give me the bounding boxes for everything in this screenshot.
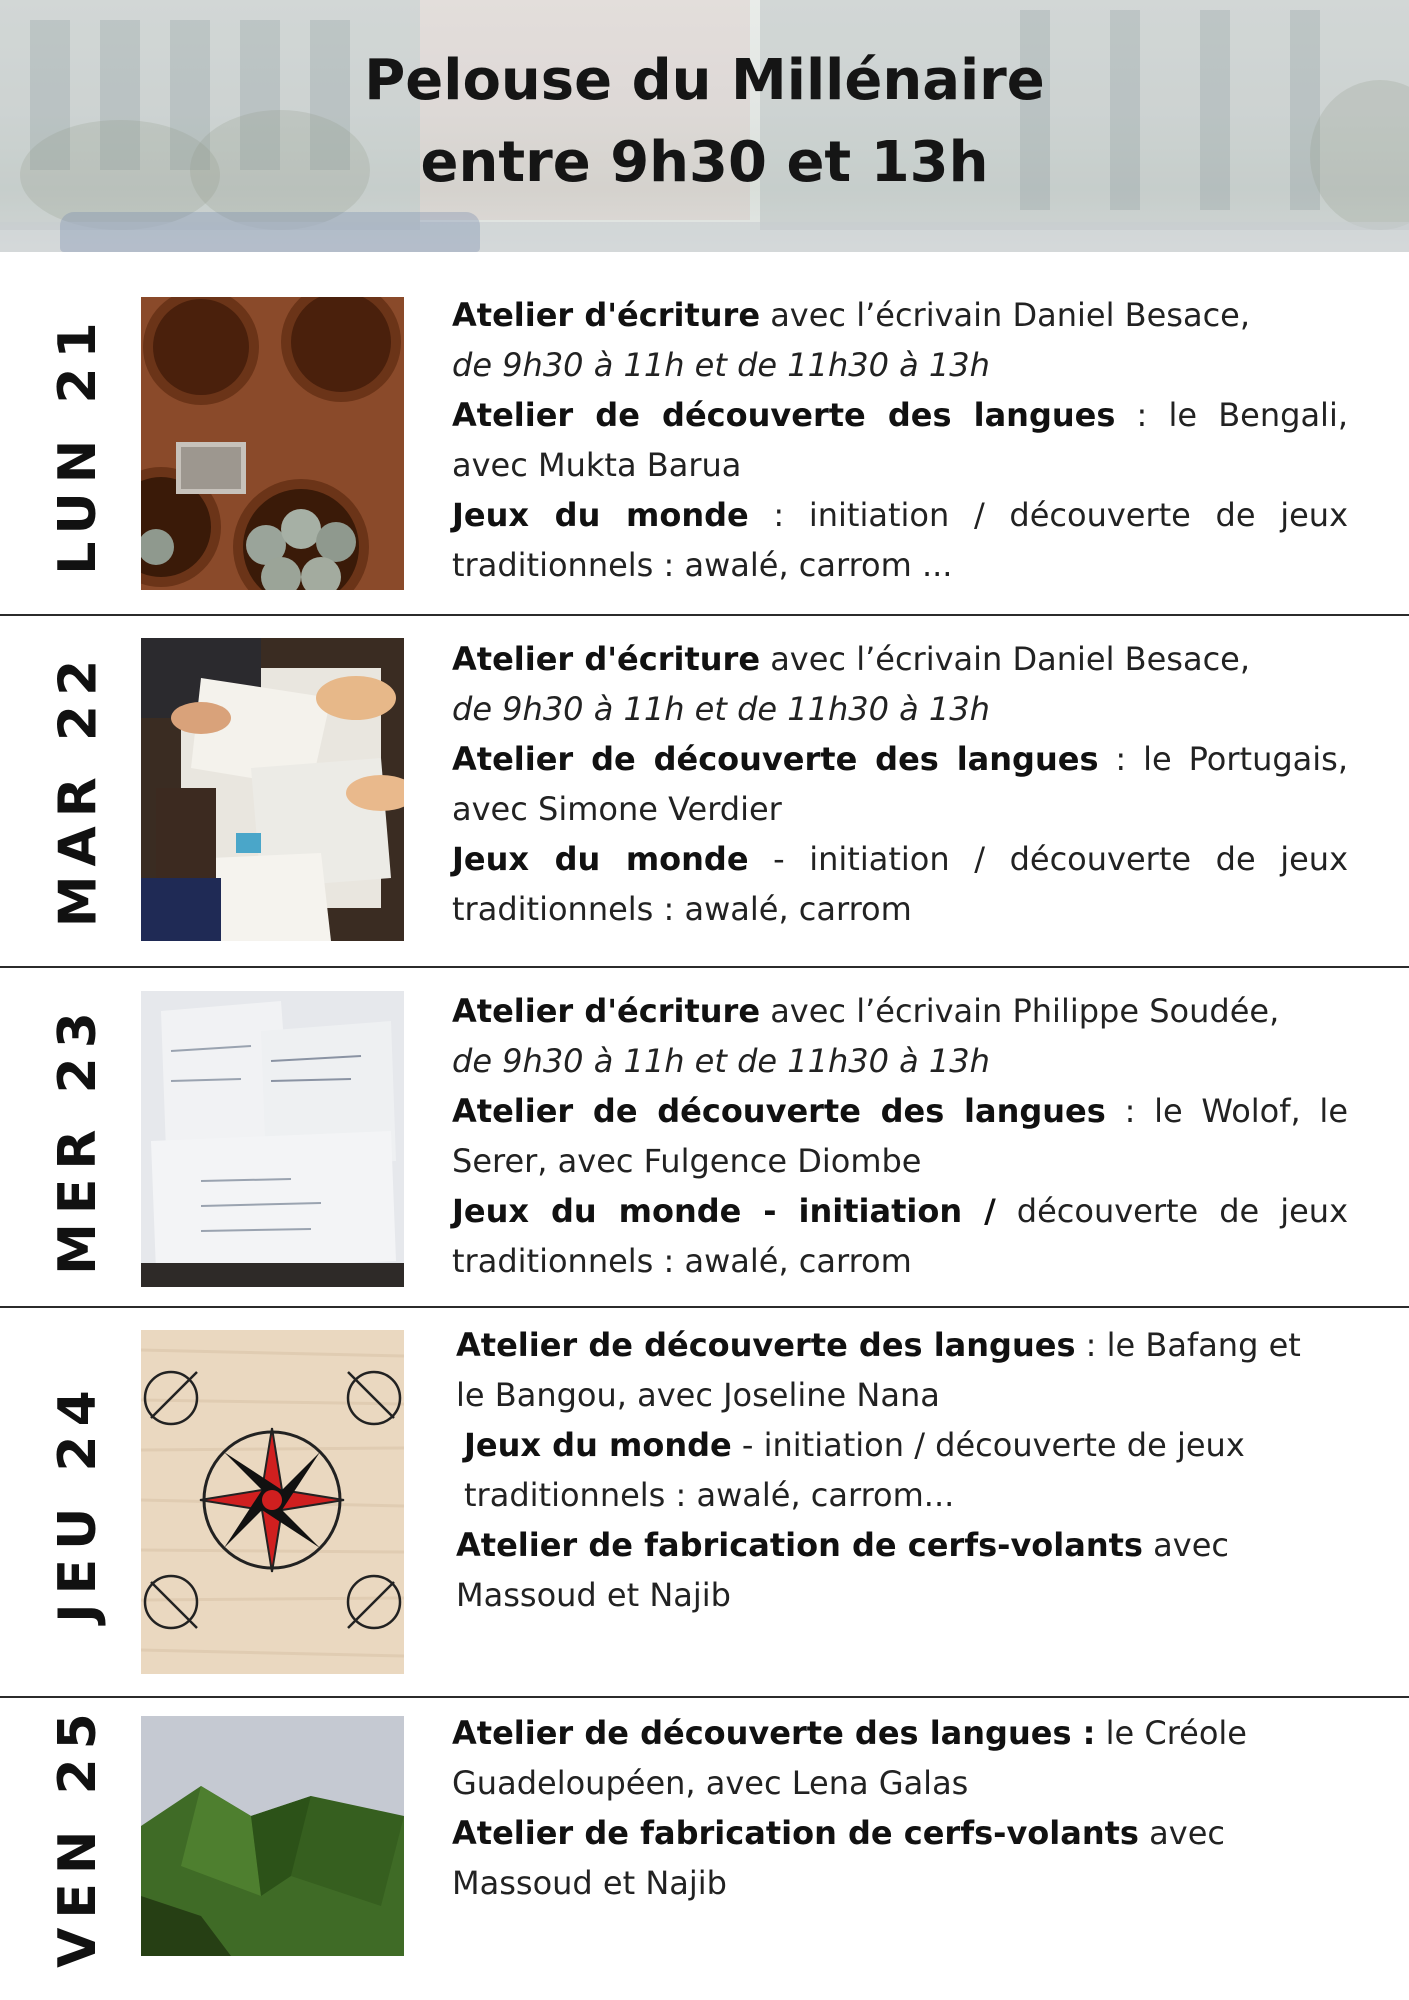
world-games-line: Jeux du monde : initiation / découverte de jeux traditionnels : awalé, carrom ... [452, 496, 1349, 584]
kite-image [141, 1716, 404, 1956]
schedule-hours: de 9h30 à 11h et de 11h30 à 13h [452, 346, 990, 384]
day-details-ven25 [452, 1708, 1312, 1908]
day-label: LUN 21 [48, 312, 108, 575]
page-title-line2: entre 9h30 et 13h [420, 130, 989, 195]
writing-workshop-line: Atelier d'écriture avec l’écrivain Daniel Besace, [452, 296, 1251, 334]
day-details-mar22 [452, 634, 1348, 934]
kite-workshop-line: Atelier de fabrication de cerfs-volants avec Massoud et Najib [452, 1814, 1225, 1902]
schedule-hours: de 9h30 à 11h et de 11h30 à 13h [452, 690, 990, 728]
day-details-lun21 [452, 290, 1348, 590]
kite-workshop-line: Atelier de fabrication de cerfs-volants avec Massoud et Najib [456, 1526, 1229, 1614]
row-divider [0, 1306, 1409, 1308]
row-divider [0, 1696, 1409, 1698]
day-label: MAR 22 [48, 650, 108, 927]
world-games-line: Jeux du monde - initiation / découverte de jeux traditionnels : awalé, carrom [452, 1192, 1348, 1280]
row-divider [0, 614, 1409, 616]
carrom-board-image [141, 1330, 404, 1674]
writing-workshop-line: Atelier d'écriture avec l’écrivain Daniel Besace, [452, 640, 1251, 678]
day-details-mer23 [452, 986, 1348, 1286]
writing-workshop-image [141, 638, 404, 941]
language-workshop-line: Atelier de découverte des langues : le Portugais, avec Simone Verdier [452, 740, 1349, 828]
schedule-hours: de 9h30 à 11h et de 11h30 à 13h [452, 1042, 990, 1080]
day-label: MER 23 [48, 1003, 108, 1275]
language-workshop-line: Atelier de découverte des langues : le Créole Guadeloupéen, avec Lena Galas [452, 1714, 1247, 1802]
world-games-line: Jeux du monde - initiation / découverte de jeux traditionnels : awalé, carrom [452, 840, 1348, 928]
header-banner [0, 0, 1409, 252]
language-workshop-line: Atelier de découverte des langues : le Wolof, le Serer, avec Fulgence Diombe [452, 1092, 1349, 1180]
day-label: JEU 24 [48, 1381, 108, 1623]
world-games-line: Jeux du monde - initiation / découverte de jeux traditionnels : awalé, carrom... [464, 1426, 1245, 1514]
day-label: VEN 25 [48, 1704, 109, 1968]
handwritten-papers-image [141, 991, 404, 1287]
day-details-jeu24 [456, 1320, 1316, 1620]
writing-workshop-line: Atelier d'écriture avec l’écrivain Philippe Soudée, [452, 992, 1280, 1030]
language-workshop-line: Atelier de découverte des langues : le Bafang et le Bangou, avec Joseline Nana [456, 1326, 1301, 1414]
language-workshop-line: Atelier de découverte des langues : le Bengali, avec Mukta Barua [452, 396, 1349, 484]
row-divider [0, 966, 1409, 968]
page-title-line1: Pelouse du Millénaire [364, 48, 1045, 113]
awale-board-image [141, 297, 404, 590]
